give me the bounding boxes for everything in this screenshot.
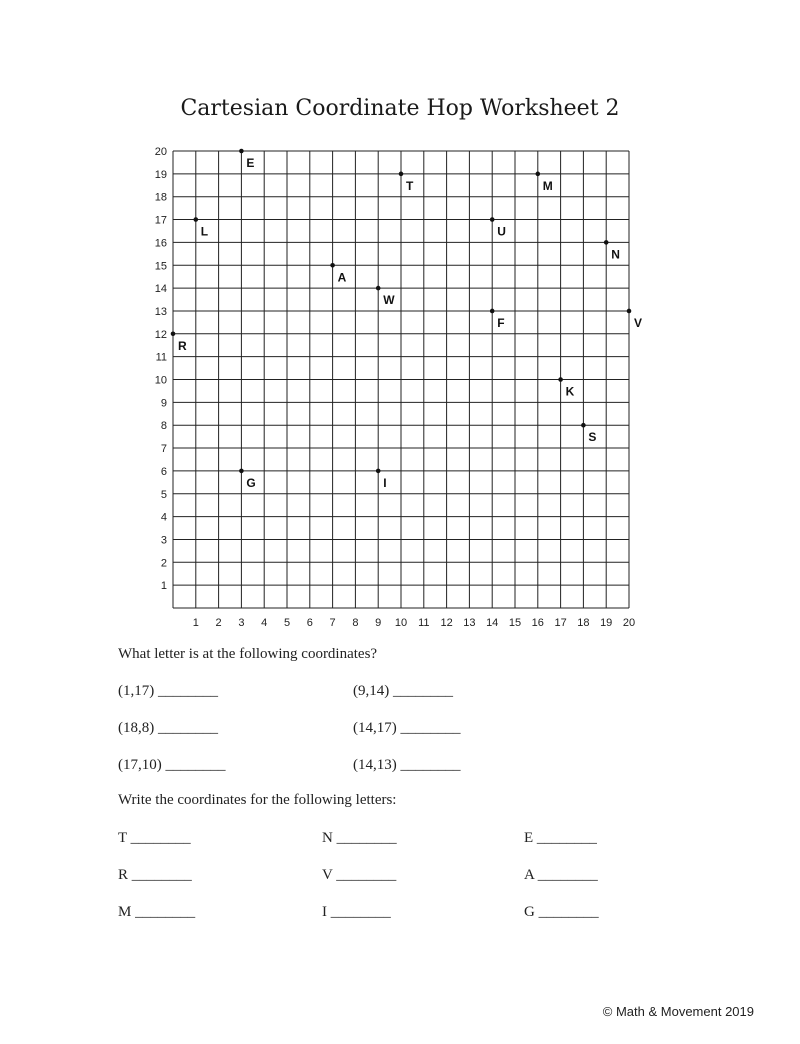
point-label: N — [611, 247, 620, 262]
data-point — [581, 423, 586, 428]
x-tick-label: 3 — [238, 617, 245, 629]
x-tick-label: 18 — [577, 617, 590, 629]
point-label: A — [337, 270, 347, 285]
question-item: (17,10) ________ — [118, 757, 226, 773]
question-item: (14,13) ________ — [353, 757, 461, 773]
y-tick-label: 2 — [160, 557, 167, 570]
x-tick-label: 11 — [418, 617, 430, 629]
copyright-text: © Math & Movement 2019 — [602, 1004, 754, 1019]
data-point — [171, 332, 176, 337]
section1-prompt: What letter is at the following coordinates? — [118, 646, 378, 662]
question-item: M ________ — [118, 904, 196, 920]
y-tick-label: 8 — [160, 420, 167, 433]
data-point — [604, 240, 609, 245]
point-label: R — [178, 338, 187, 353]
y-tick-label: 6 — [160, 465, 167, 478]
page-title: Cartesian Coordinate Hop Worksheet 2 — [180, 96, 620, 121]
question-item: T ________ — [118, 830, 191, 846]
point-label: T — [406, 178, 414, 193]
question-item: (1,17) ________ — [118, 683, 218, 699]
x-tick-label: 1 — [192, 617, 199, 629]
data-point — [627, 309, 632, 314]
y-tick-label: 3 — [160, 534, 167, 547]
y-tick-label: 14 — [154, 283, 167, 296]
y-tick-label: 4 — [160, 511, 167, 524]
y-tick-label: 13 — [154, 305, 167, 318]
x-tick-label: 17 — [554, 617, 567, 629]
x-tick-label: 12 — [440, 617, 453, 629]
point-label: F — [497, 315, 505, 330]
x-tick-label: 10 — [394, 617, 408, 629]
question-item: G ________ — [524, 904, 599, 920]
point-label: I — [383, 475, 387, 490]
point-label: S — [588, 430, 597, 445]
data-point — [194, 217, 199, 222]
data-point — [558, 377, 563, 382]
question-item: (14,17) ________ — [353, 720, 461, 736]
y-tick-label: 19 — [154, 168, 167, 181]
question-item: E ________ — [524, 830, 597, 846]
section2-prompt: Write the coordinates for the following letters: — [118, 792, 397, 808]
x-tick-label: 20 — [622, 617, 636, 629]
data-point — [490, 309, 495, 314]
y-tick-label: 1 — [160, 580, 167, 593]
x-tick-label: 15 — [508, 617, 522, 629]
x-tick-label: 4 — [261, 617, 268, 629]
question-item: N ________ — [322, 830, 397, 846]
question-item: V ________ — [322, 867, 397, 883]
y-tick-label: 18 — [154, 191, 167, 204]
x-tick-label: 13 — [463, 617, 476, 629]
point-label: U — [497, 224, 506, 239]
data-point — [239, 149, 244, 154]
y-tick-label: 7 — [160, 443, 167, 456]
y-tick-label: 10 — [154, 374, 167, 387]
y-tick-label: 5 — [160, 488, 167, 501]
point-label: E — [246, 156, 255, 170]
y-tick-label: 9 — [160, 397, 167, 410]
point-label: M — [542, 178, 553, 193]
point-label: K — [565, 384, 575, 399]
x-tick-label: 7 — [329, 617, 336, 629]
question-item: I ________ — [322, 904, 391, 920]
data-point — [330, 263, 335, 268]
x-tick-label: 16 — [531, 617, 544, 629]
data-point — [239, 469, 244, 474]
data-point — [399, 172, 404, 177]
point-label: V — [634, 315, 643, 330]
x-tick-label: 9 — [375, 617, 382, 629]
question-item: R ________ — [118, 867, 192, 883]
x-tick-label: 2 — [215, 617, 222, 629]
data-point — [536, 172, 541, 177]
data-point — [490, 217, 495, 222]
point-label: L — [200, 224, 209, 239]
y-tick-label: 16 — [154, 237, 167, 250]
data-point — [376, 286, 381, 291]
question-item: (9,14) ________ — [353, 683, 453, 699]
y-tick-label: 12 — [154, 328, 167, 341]
x-tick-label: 6 — [306, 617, 313, 629]
x-tick-label: 5 — [283, 617, 291, 629]
y-tick-label: 20 — [154, 146, 167, 158]
x-tick-label: 14 — [486, 617, 499, 629]
y-tick-label: 11 — [155, 351, 167, 364]
y-tick-label: 17 — [154, 214, 167, 227]
point-label: W — [383, 293, 395, 308]
x-tick-label: 19 — [600, 617, 613, 629]
question-item: A ________ — [524, 867, 598, 883]
point-label: G — [246, 475, 256, 490]
y-tick-label: 15 — [154, 260, 167, 273]
question-item: (18,8) ________ — [118, 720, 218, 736]
data-point — [376, 469, 381, 474]
x-tick-label: 8 — [352, 617, 359, 629]
